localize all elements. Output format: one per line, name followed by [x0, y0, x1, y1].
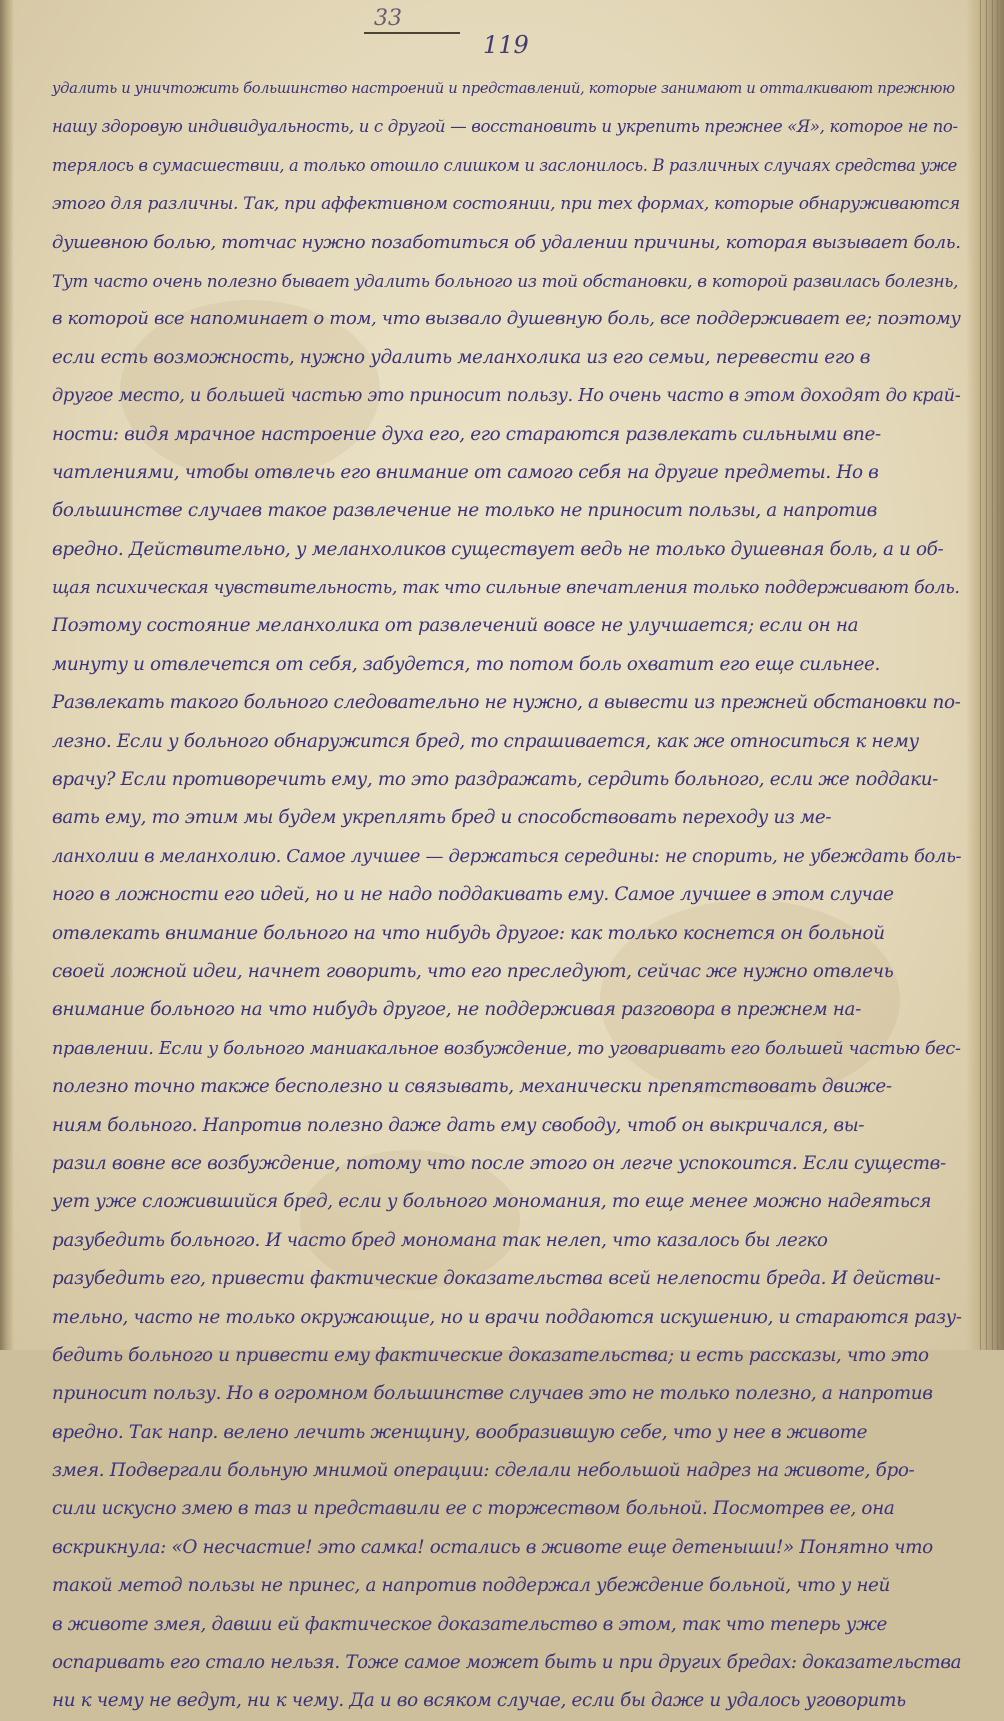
text-line: лезно. Если у больного обнаружится бред, то спрашивается, как же относиться к нему	[52, 730, 919, 752]
folio-number-old: 33	[374, 6, 402, 31]
page-left-edge	[0, 0, 14, 1350]
text-line: если есть возможность, нужно удалить меланхолика из его семьи, перевести его в	[52, 346, 871, 368]
text-line: своей ложной идеи, начнет говорить, что его преследуют, сейчас же нужно отвлечь	[52, 960, 894, 982]
text-line: этого для различны. Так, при аффективном состоянии, при тех формах, которые обнаруживаются	[52, 194, 960, 215]
text-line: удалить и уничтожить большинство настроений и представлений, которые занимают и отталкивают прежнюю	[52, 80, 955, 97]
text-line: в животе змея, давши ей фактическое доказательство в этом, так что теперь уже	[52, 1613, 887, 1635]
text-line: чатлениями, чтобы отвлечь его внимание от самого себя на другие предметы. Но в	[52, 461, 879, 483]
text-line: полезно точно также бесполезно и связывать, механически препятствовать движе-	[52, 1076, 892, 1098]
text-line: разил вовне все возбуждение, потому что после этого он легче успокоится. Если существ-	[52, 1152, 946, 1174]
text-line: ни к чему не ведут, ни к чему. Да и во всяком случае, если бы даже и удалось уговорить	[52, 1690, 906, 1712]
text-line: другое место, и большей частью это приносит пользу. Но очень часто в этом доходят до край-	[52, 385, 961, 407]
text-line: вредно. Действительно, у меланхоликов существует ведь не только душевная боль, а и об-	[52, 538, 944, 560]
text-line: сили искусно змею в таз и представили ее с торжеством больной. Посмотрев ее, она	[52, 1498, 895, 1520]
text-line: разубедить его, привести фактические доказательства всей нелепости бреда. И действи-	[52, 1268, 941, 1290]
text-line: терялось в сумасшествии, а только отошло слишком и заслонилось. В различных случаях средства уже	[52, 155, 957, 175]
text-line: вать ему, то этим мы будем укреплять бред и способствовать переходу из ме-	[52, 807, 832, 829]
text-line: ниям больного. Напротив полезно даже дать ему свободу, чтоб он выкричался, вы-	[52, 1114, 865, 1136]
text-line: минуту и отвлечется от себя, забудется, то потом боль охватит его еще сильнее.	[52, 653, 880, 675]
text-line: ланхолии в меланхолию. Самое лучшее — держаться середины: не спорить, не убеждать боль-	[52, 845, 962, 867]
folio-number: 119	[483, 31, 529, 59]
text-line: вредно. Так напр. велено лечить женщину, вообразившую себе, что у нее в животе	[52, 1421, 868, 1443]
text-line: такой метод пользы не принес, а напротив поддержал убеждение больной, что у ней	[52, 1575, 890, 1597]
text-line: Поэтому состояние меланхолика от развлечений вовсе не улучшается; если он на	[52, 615, 859, 637]
manuscript-text	[52, 70, 970, 1721]
text-line: бедить больного и привести ему фактические доказательства; и есть рассказы, что это	[52, 1344, 929, 1366]
text-line: Тут часто очень полезно бывает удалить больного из той обстановки, в которой развилась болезнь,	[52, 270, 959, 291]
text-line: большинстве случаев такое развлечение не только не приносит пользы, а напротив	[52, 500, 877, 522]
text-line: внимание больного на что нибудь другое, не поддерживая разговора в прежнем на-	[52, 999, 861, 1021]
text-line: тельно, часто не только окружающие, но и врачи поддаются искушению, и стараются разу-	[52, 1306, 962, 1328]
text-line: нашу здоровую индивидуальность, и с другой — восстановить и укрепить прежнее «Я», которое не по-	[52, 117, 958, 137]
text-line: ует уже сложившийся бред, если у больного мономания, то еще менее можно надеяться	[52, 1191, 932, 1213]
text-line: ности: видя мрачное настроение духа его, его стараются развлекать сильными впе-	[52, 423, 881, 445]
text-line: душевною болью, тотчас нужно позаботиться об удалении причины, которая вызывает боль.	[52, 231, 961, 253]
page-right-edge	[966, 0, 1004, 1350]
text-line: вскрикнула: «О несчастие! это самка! остались в животе еще детеныши!» Понятно что	[52, 1536, 933, 1558]
text-line: правлении. Если у больного маниакальное возбуждение, то уговаривать его большей частью бес-	[52, 1038, 961, 1059]
text-line: оспаривать его стало нельзя. Тоже самое может быть и при других бредах: доказательства	[52, 1652, 962, 1674]
text-line: разубедить больного. И часто бред мономана так нелеп, что казалось бы легко	[52, 1229, 828, 1251]
text-line: Развлекать такого больного следовательно не нужно, а вывести из прежней обстановки по-	[52, 692, 961, 714]
text-line: щая психическая чувствительность, так что сильные впечатления только поддерживают боль.	[52, 578, 960, 599]
text-line: врачу? Если противоречить ему, то это раздражать, сердить больного, если же поддаки-	[52, 769, 938, 791]
text-line: приносит пользу. Но в огромном большинстве случаев это не только полезно, а напротив	[52, 1383, 933, 1405]
text-line: змея. Подвергали больную мнимой операции: сделали небольшой надрез на животе, бро-	[52, 1460, 915, 1482]
text-line: ного в ложности его идей, но и не надо поддакивать ему. Самое лучшее в этом случае	[52, 884, 894, 906]
text-line: в которой все напоминает о том, что вызвало душевную боль, все поддерживает ее; поэтому	[52, 308, 961, 330]
text-line: отвлекать внимание больного на что нибудь другое: как только коснется он больной	[52, 922, 885, 944]
